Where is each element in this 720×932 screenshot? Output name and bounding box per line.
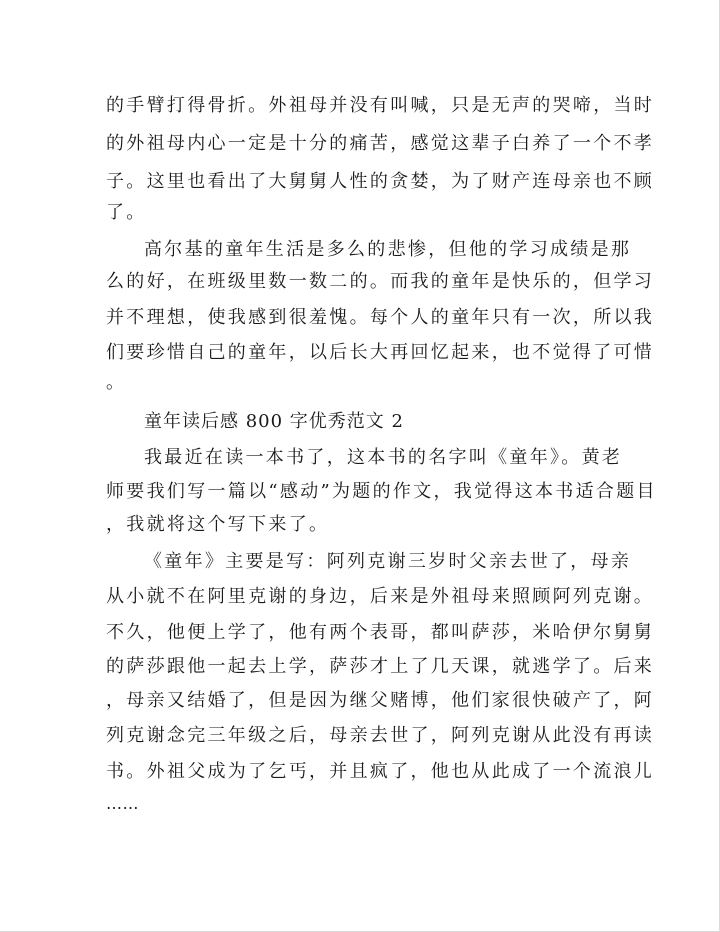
paragraph-4-line-4: 的萨莎跟他一起去上学，萨莎才上了几天课，就逃学了。后来 [106,656,655,677]
paragraph-2-line-3: 并不理想，使我感到很羞愧。每个人的童年只有一次，所以我 [106,307,655,328]
paragraph-2-line-1: 高尔基的童年生活是多么的悲惨，但他的学习成绩是那 [144,239,632,260]
paragraph-3-line-2: 师要我们写一篇以“感动”为题的作文，我觉得这本书适合题目 [106,481,657,502]
paragraph-4-line-6: 列克谢念完三年级之后，母亲去世了，阿列克谢从此没有再读 [106,725,655,746]
paragraph-4-line-2: 从小就不在阿里克谢的身边，后来是外祖母来照顾阿列克谢。 [106,586,655,607]
paragraph-4-line-3: 不久，他便上学了，他有两个表哥，都叫萨莎，米哈伊尔舅舅 [106,622,655,643]
paragraph-2-line-2: 么的好，在班级里数一数二的。而我的童年是快乐的，但学习 [106,271,655,292]
paragraph-2-line-4: 们要珍惜自己的童年，以后长大再回忆起来，也不觉得了可惜 [106,342,655,363]
section-heading: 童年读后感 800 字优秀范文 2 [144,411,404,432]
paragraph-3-line-3: ，我就将这个写下来了。 [106,514,330,535]
paragraph-4-line-7: 书。外祖父成为了乞丐，并且疯了，他也从此成了一个流浪儿 [106,761,655,782]
paragraph-4-line-8: …… [106,794,139,813]
paragraph-3-line-1: 我最近在读一本书了，这本书的名字叫《童年》。黄老 [144,447,623,468]
paragraph-1-line-3: 子。这里也看出了大舅舅人性的贪婪，为了财产连母亲也不顾 [106,171,655,192]
paragraph-4-line-1: 《童年》主要是写：阿列克谢三岁时父亲去世了，母亲 [144,551,632,572]
paragraph-1-line-2: 的外祖母内心一定是十分的痛苦，感觉这辈子白养了一个不孝 [106,133,655,154]
paragraph-1-line-1: 的手臂打得骨折。外祖母并没有叫喊，只是无声的哭啼，当时 [106,95,655,116]
paragraph-1-line-4: 了。 [106,202,147,223]
paragraph-2-line-5: 。 [106,372,127,393]
paragraph-4-line-5: ，母亲又结婚了，但是因为继父赌博，他们家很快破产了，阿 [106,690,655,711]
